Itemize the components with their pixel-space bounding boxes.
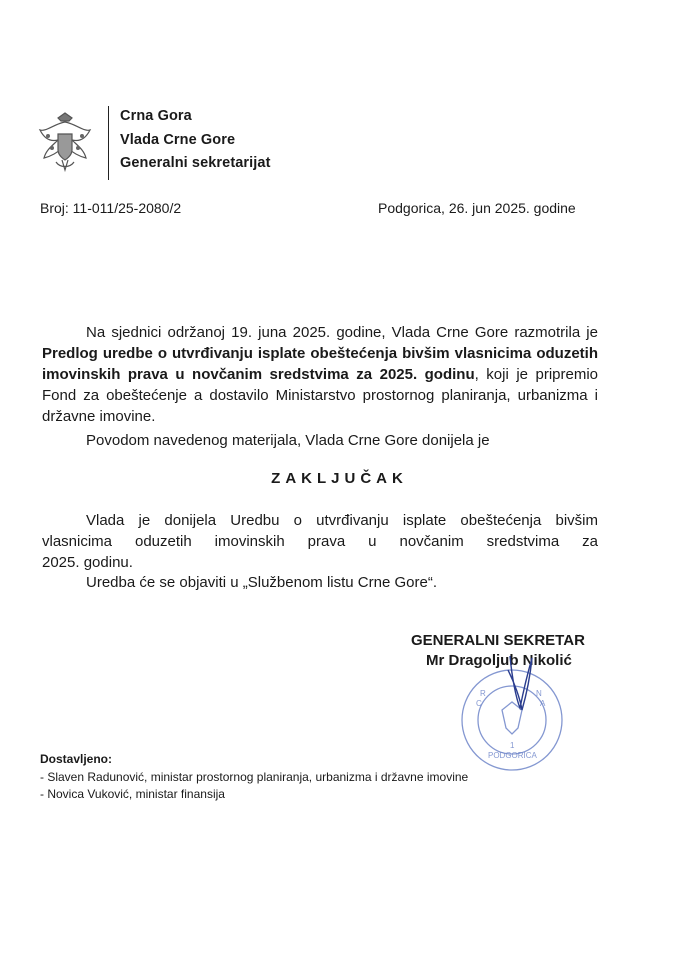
conclusion-line-1: Vlada je donijela Uredbu o utvrđivanju isplate obeštećenja bivšim: [86, 512, 598, 529]
signatory-role: GENERALNI SEKRETAR: [411, 632, 585, 649]
signatory-name: Mr Dragoljub Nikolić: [426, 652, 572, 669]
header-country: Crna Gora: [120, 108, 192, 124]
p1-bold-title: Predlog uredbe o utvrđivanju isplate obeštećenja bivšim vlasnicima oduzetih imovinskih prava u novčanim sredstvima za 2025. godinu: [42, 345, 598, 383]
svg-text:1: 1: [510, 741, 515, 750]
document-number: Broj: 11-011/25-2080/2: [40, 200, 182, 216]
svg-text:R: R: [480, 689, 486, 698]
svg-text:N: N: [536, 689, 542, 698]
coat-of-arms-icon: [36, 110, 94, 176]
p1-text-a: Na sjednici održanoj 19. juna 2025. godine, Vlada Crne Gore razmotrila je: [86, 324, 598, 341]
distribution-item: - Slaven Radunović, ministar prostornog planiranja, urbanizma i državne imovine: [40, 770, 469, 784]
paragraph-publication: Uredba će se objaviti u „Službenom listu Crne Gore“.: [86, 574, 437, 591]
p1-text-b: , koji je pripremio Fond za obeštećenje a dostavilo Ministarstvo prostornog planiranja, urbanizma i državne imovine.: [42, 366, 599, 425]
svg-text:PODGORICA: PODGORICA: [488, 751, 537, 760]
handwritten-signature: [480, 648, 560, 718]
svg-text:C: C: [476, 699, 482, 708]
place-date: Podgorica, 26. jun 2025. godine: [378, 200, 576, 216]
conclusion-line-3: 2025. godinu.: [42, 554, 133, 571]
conclusion-title: ZAKLJUČAK: [271, 470, 408, 487]
header-government: Vlada Crne Gore: [120, 132, 236, 148]
paragraph-conclusion: [42, 510, 598, 573]
header-divider: [108, 106, 109, 180]
distribution-item: - Novica Vuković, ministar finansija: [40, 787, 225, 801]
svg-text:A: A: [540, 699, 546, 708]
paragraph-decision-intro: Povodom navedenog materijala, Vlada Crne Gore donijela je: [86, 432, 490, 449]
conclusion-line-2: vlasnicima oduzetih imovinskih prava u novčanim sredstvima za: [42, 533, 598, 550]
distribution-label: Dostavljeno:: [40, 752, 113, 766]
header-secretariat: Generalni sekretarijat: [120, 155, 271, 171]
paragraph-session: [42, 322, 598, 427]
